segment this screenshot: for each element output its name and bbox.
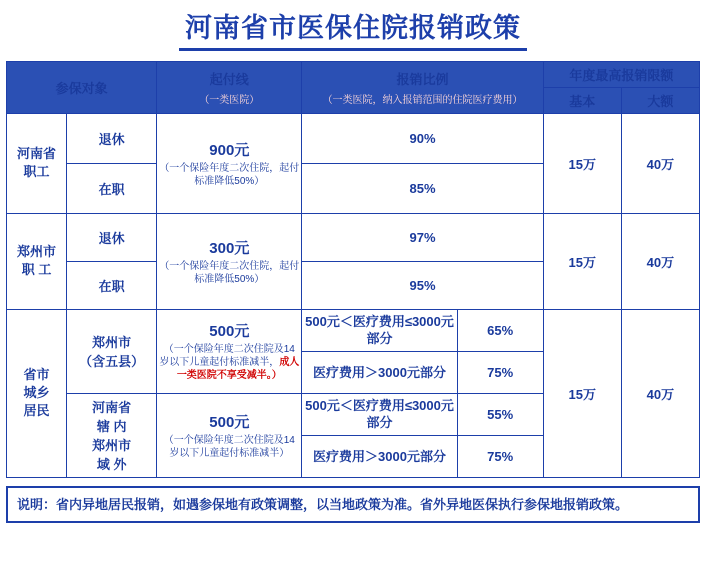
page-title: 河南省市医保住院报销政策 [179, 14, 527, 51]
group-label-henan-staff: 河南省 职工 [7, 113, 67, 213]
ratio-zhengzhou-retired: 97% [302, 213, 543, 261]
header-deductible-sub: （一类医院） [199, 94, 260, 106]
header-subject: 参保对象 [7, 61, 157, 113]
deductible-amount: 300元 [209, 239, 250, 257]
table-row [7, 309, 700, 351]
deductible-zhengzhou-staff [157, 213, 302, 309]
cap-large-zhengzhou-staff: 40万 [621, 213, 699, 309]
tier-range: 医疗费用＞3000元部分 [302, 435, 457, 477]
header-deductible [157, 61, 302, 113]
header-cap-basic: 基本 [543, 87, 621, 113]
tier-range: 500元＜医疗费用≤3000元部分 [302, 393, 457, 435]
cap-basic-zhengzhou-staff: 15万 [543, 213, 621, 309]
group-label-residents: 省市 城乡 居民 [7, 309, 67, 477]
cap-basic-residents: 15万 [543, 309, 621, 477]
deductible-residents-outside [157, 393, 302, 477]
deductible-note: （一个保险年度二次住院，起付标准降低50%） [159, 260, 300, 285]
header-ratio-label: 报销比例 [396, 71, 449, 87]
tier-range: 医疗费用＞3000元部分 [302, 351, 457, 393]
header-ratio [302, 61, 543, 113]
deductible-henan-staff [157, 113, 302, 213]
cap-basic-henan-staff: 15万 [543, 113, 621, 213]
sub-label-onjob: 在职 [67, 163, 157, 213]
sub-label-retired: 退休 [67, 213, 157, 261]
sub-label-zhengzhou-area: 郑州市 （含五县） [67, 309, 157, 393]
table-row [7, 213, 700, 261]
deductible-note: （一个保险年度二次住院及14岁以下儿童起付标准减半） [163, 434, 295, 459]
deductible-amount: 500元 [209, 413, 250, 431]
header-cap-large: 大额 [621, 87, 699, 113]
sub-label-retired: 退休 [67, 113, 157, 163]
deductible-amount: 500元 [209, 323, 250, 341]
deductible-residents-zhengzhou [157, 309, 302, 393]
table-body [7, 113, 700, 477]
table-header [7, 61, 700, 113]
ratio-henan-retired: 90% [302, 113, 543, 163]
sub-label-onjob: 在职 [67, 261, 157, 309]
table-row [7, 113, 700, 163]
header-deductible-label: 起付线 [209, 71, 249, 87]
header-cap: 年度最高报销限额 [543, 61, 699, 87]
cap-large-residents: 40万 [621, 309, 699, 477]
tier-ratio: 55% [457, 393, 543, 435]
tier-range: 500元＜医疗费用≤3000元部分 [302, 309, 457, 351]
ratio-henan-onjob: 85% [302, 163, 543, 213]
reimbursement-policy-table [6, 61, 700, 478]
tier-ratio: 65% [457, 309, 543, 351]
group-label-zhengzhou-staff: 郑州市 职 工 [7, 213, 67, 309]
ratio-zhengzhou-onjob: 95% [302, 261, 543, 309]
sub-label-henan-outside-zhengzhou: 河南省 辖 内 郑州市 域 外 [67, 393, 157, 477]
header-row-1 [7, 61, 700, 87]
deductible-note-warning: 成人一类医院不享受减半。） [176, 357, 300, 382]
cap-large-henan-staff: 40万 [621, 113, 699, 213]
deductible-amount: 900元 [209, 141, 250, 159]
tier-ratio: 75% [457, 351, 543, 393]
deductible-note: （一个保险年度二次住院，起付标准降低50%） [159, 162, 300, 187]
deductible-note: （一个保险年度二次住院及14岁以下儿童起付标准减半，成人一类医院不享受减半。） [159, 344, 300, 382]
header-ratio-sub: （一类医院，纳入报销范围的住院医疗费用） [322, 94, 523, 106]
title-bar [0, 0, 706, 61]
tier-ratio: 75% [457, 435, 543, 477]
footer-note: 说明：省内异地居民报销，如遇参保地有政策调整，以当地政策为准。省外异地医保执行参保地报销政策。 [6, 486, 700, 524]
